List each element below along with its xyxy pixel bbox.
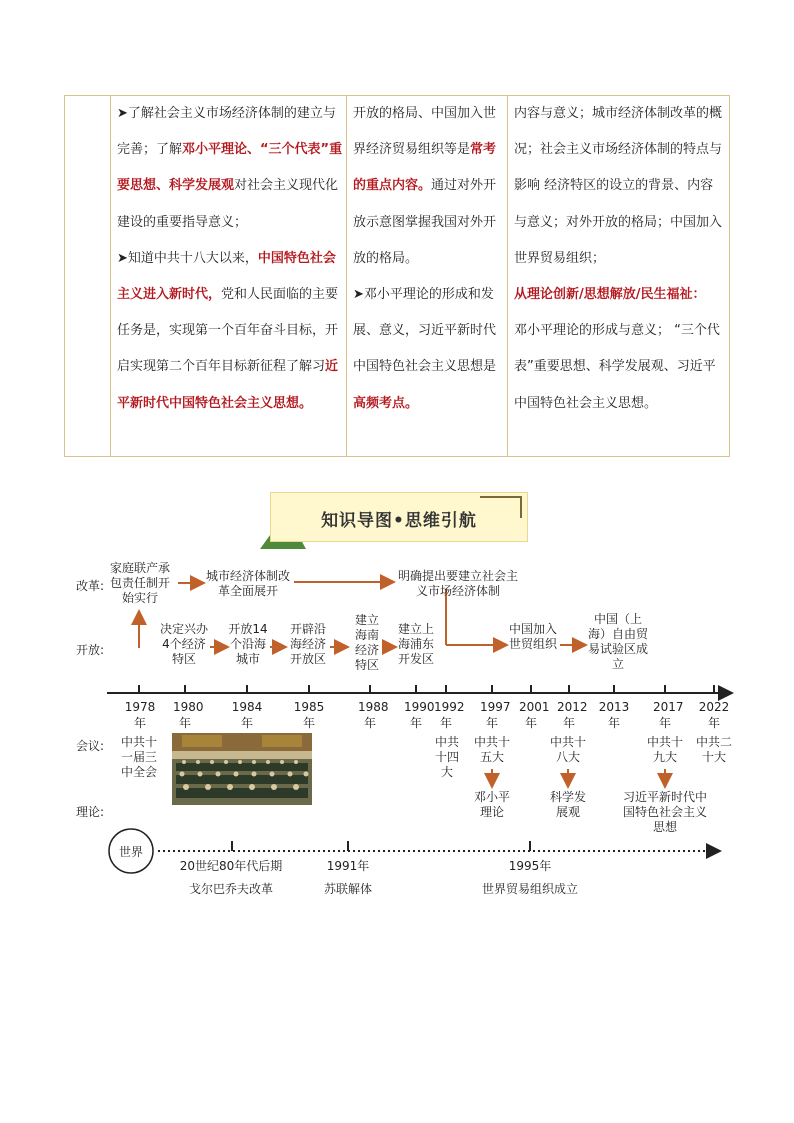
text-segment: ➤邓小平理论的形成和发展、意义，习近平新时代中国特色社会主义思想是 (353, 287, 497, 375)
theory-item: 科学发展观 (549, 790, 586, 819)
meeting-photo (172, 733, 312, 805)
year-label: 1985年 (293, 700, 325, 730)
table-divider (507, 96, 508, 456)
year-label: 1984年 (231, 700, 263, 730)
row-label-meeting: 会议: (76, 739, 105, 753)
text-segment-emphasis: 邓小平理论、“三个代表”重要思想、科学发展观 (117, 142, 343, 194)
text-segment: 内容与意义；城市经济体制改革的概况；社会主义市场经济体制的特点与影响 经济特区的设立的背景、内容与意义；对外开放的格局；中国加入世界贸易组织； (514, 106, 723, 266)
year-label: 2017年 (653, 700, 684, 730)
banner-decoration (480, 496, 522, 498)
banner-title: 知识导图•思维引航 (321, 511, 477, 531)
table-divider (110, 96, 111, 456)
banner-decoration (520, 496, 522, 518)
meeting-item: 中共十九大 (646, 735, 683, 764)
open-item: 开放14个沿海城市 (228, 622, 268, 666)
open-item: 开辟沿海经济开放区 (289, 622, 326, 666)
text-segment-emphasis: 近平新时代中国特色社会主义思想。 (117, 359, 339, 411)
year-label: 1978年 (124, 700, 156, 730)
table-divider (346, 96, 347, 456)
year-label: 1992年 (434, 700, 465, 730)
exam-focus-cell (353, 96, 499, 422)
theory-item: 习近平新时代中国特色社会主义思想 (622, 790, 707, 834)
year-label: 1997年 (480, 700, 511, 730)
section-banner (270, 492, 528, 542)
meeting-item: 中共二十大 (696, 735, 733, 764)
world-event-date: 20世纪80年代后期 (179, 859, 283, 873)
world-event: 戈尔巴乔夫改革 (188, 882, 273, 896)
reform-item: 家庭联产承包责任制开始实行 (109, 561, 170, 605)
text-segment: 通过对外开放示意图掌握我国对外开放的格局。 (353, 178, 497, 266)
year-label: 1980年 (173, 700, 204, 730)
world-event-date: 1995年 (508, 859, 552, 873)
meeting-item: 中共十一届三中全会 (120, 735, 157, 779)
year-label: 1988年 (358, 700, 389, 730)
year-label: 1990年 (404, 700, 435, 730)
reform-item: 城市经济体制改革全面展开 (206, 569, 291, 598)
world-event: 苏联解体 (323, 882, 372, 896)
meeting-item: 中共十八大 (550, 735, 587, 764)
year-label: 2022年 (698, 700, 730, 730)
open-item: 决定兴办4个经济特区 (160, 622, 209, 666)
text-segment-emphasis: 中国特色社会主义进入新时代， (117, 250, 336, 303)
year-label: 2013年 (598, 700, 630, 730)
row-label-open: 开放: (76, 643, 105, 657)
knowledge-points-cell (514, 96, 726, 422)
text-segment: 邓小平理论的形成与意义； “三个代表”重要思想、科学发展观、习近平中国特色社会主义思想。 (514, 323, 720, 411)
reform-item: 明确提出要建立社会主义市场经济体制 (397, 569, 518, 598)
text-segment-emphasis: 常考的重点内容。 (353, 142, 497, 194)
text-segment: ➤知道中共十八大以来， (117, 250, 258, 266)
axis-ticks (139, 685, 714, 693)
requirements-cell (117, 96, 343, 422)
world-label: 世界 (119, 845, 144, 859)
row-label-theory: 理论: (76, 805, 105, 819)
open-item: 建立上海浦东开发区 (397, 622, 434, 666)
year-label: 2012年 (557, 700, 588, 730)
text-segment: ➤了解社会主义市场经济体制的建立与完善；了解 (117, 106, 336, 158)
text-segment: 党和人民面临的主要任务是，实现第一个百年奋斗目标，开启实现第二个百年目标新征程了解习 (117, 287, 339, 375)
open-item: 中国加入世贸组织 (508, 622, 557, 651)
text-segment: 对社会主义现代化建设的重要指导意义； (117, 178, 339, 230)
text-segment-emphasis: 从理论创新/思想解放/民生福祉： (514, 287, 706, 303)
text-segment: 开放的格局、中国加入世界经济贸易组织等是 (353, 106, 497, 158)
meeting-item: 中共十四大 (434, 735, 459, 779)
year-label: 2001年 (519, 700, 550, 730)
theory-item: 邓小平理论 (473, 790, 510, 819)
open-item: 中国（上海）自由贸易试验区成立 (587, 612, 648, 671)
open-item: 建立海南经济特区 (354, 613, 379, 672)
text-segment-emphasis: 高频考点。 (353, 395, 419, 411)
curriculum-table (64, 95, 730, 457)
row-label-reform: 改革: (76, 579, 105, 593)
world-ticks (232, 841, 530, 851)
world-event: 世界贸易组织成立 (481, 882, 578, 896)
world-event-date: 1991年 (326, 859, 370, 873)
meeting-item: 中共十五大 (474, 735, 511, 764)
